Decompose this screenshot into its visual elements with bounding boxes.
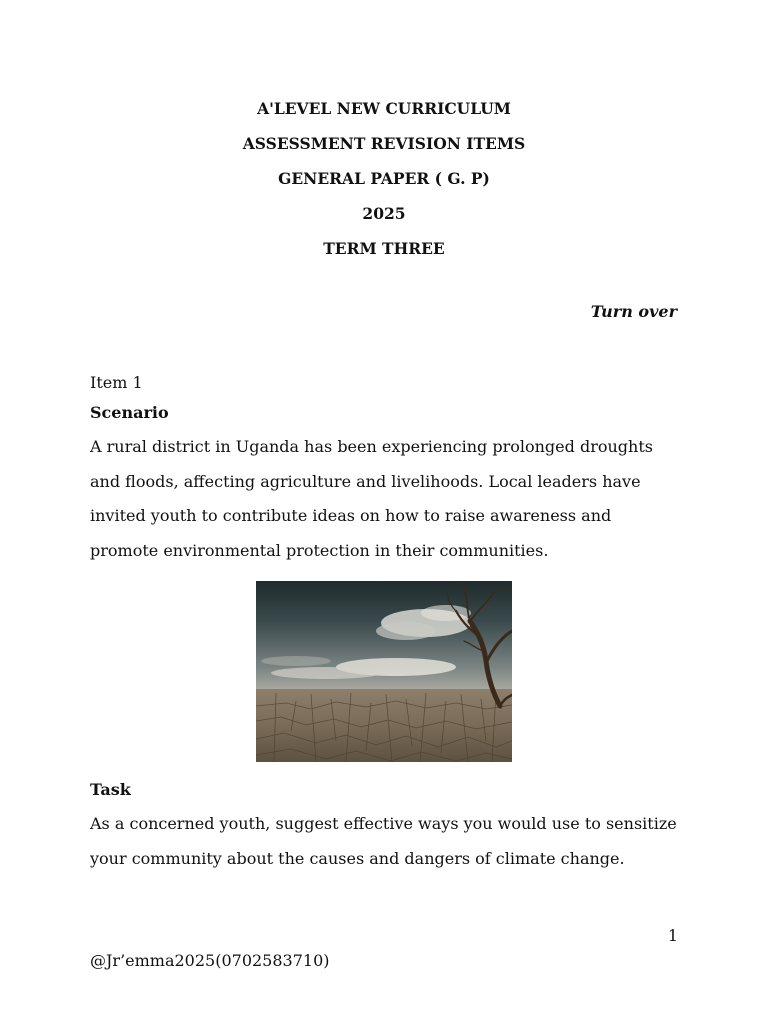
footer-contact: @Jr’emma2025(0702583710) bbox=[90, 951, 330, 970]
page-number: 1 bbox=[667, 926, 678, 945]
title-subject: GENERAL PAPER ( G. P) bbox=[278, 169, 490, 188]
scenario-line: A rural district in Uganda has been experiencing prolonged droughts bbox=[90, 437, 653, 456]
task-heading: Task bbox=[90, 780, 131, 799]
title-curriculum: A'LEVEL NEW CURRICULUM bbox=[257, 99, 511, 118]
task-section bbox=[90, 773, 700, 876]
scenario-heading: Scenario bbox=[90, 403, 169, 422]
title-assessment: ASSESSMENT REVISION ITEMS bbox=[242, 134, 526, 153]
scenario-line: and floods, affecting agriculture and livelihoods. Local leaders have bbox=[90, 471, 641, 491]
title-block bbox=[0, 91, 768, 266]
item-label: Item 1 bbox=[90, 373, 143, 392]
task-line: As a concerned youth, suggest effective ways you would use to sensitize bbox=[90, 814, 677, 833]
scenario-line: promote environmental protection in their communities. bbox=[90, 540, 549, 560]
title-term: TERM THREE bbox=[323, 239, 445, 258]
task-line: your community about the causes and dangers of climate change. bbox=[90, 848, 625, 868]
scenario-line: invited youth to contribute ideas on how to raise awareness and bbox=[90, 506, 612, 525]
drought-landscape-image bbox=[256, 581, 512, 762]
item-scenario-section bbox=[90, 370, 690, 568]
turn-over-note: Turn over bbox=[590, 302, 677, 321]
title-year: 2025 bbox=[362, 204, 406, 223]
